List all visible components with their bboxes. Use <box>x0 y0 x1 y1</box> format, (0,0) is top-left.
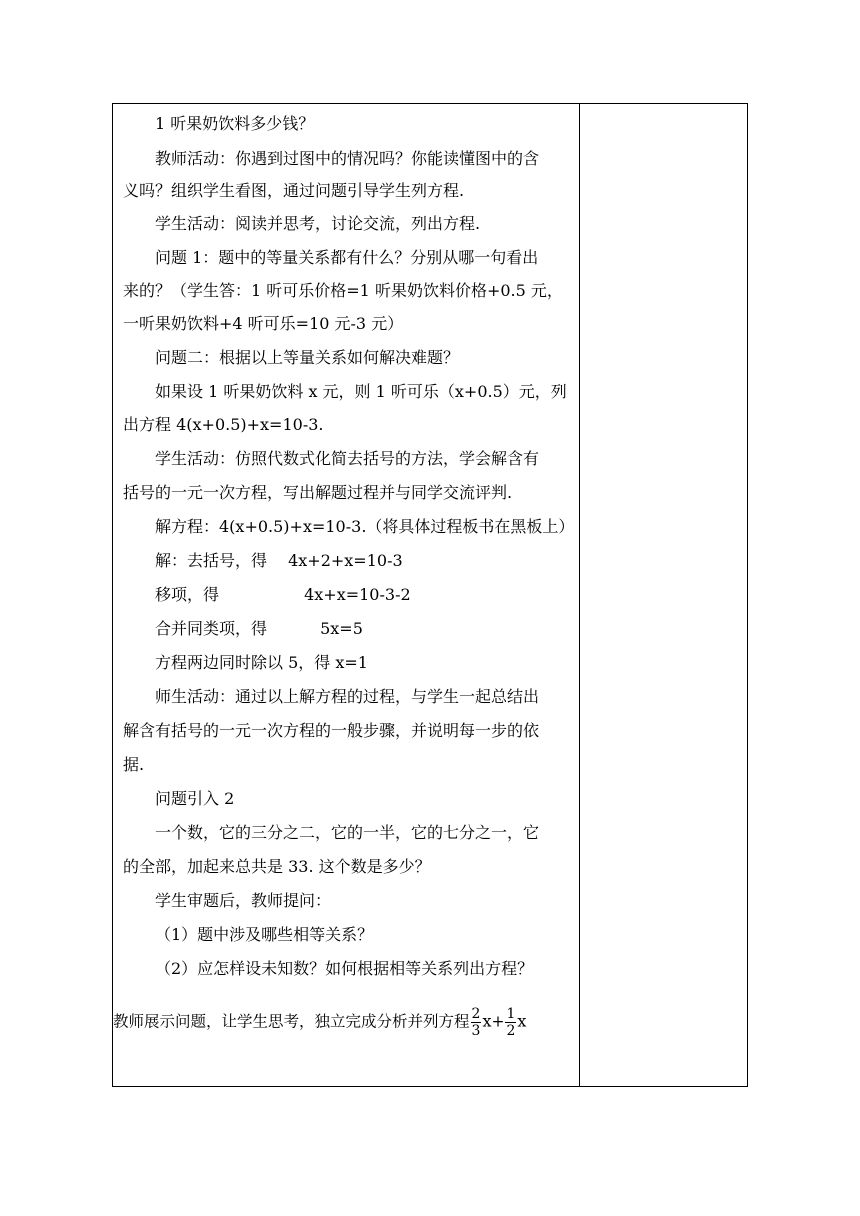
lesson-content-cell <box>113 104 579 1086</box>
fraction-denominator: 3 <box>471 1023 481 1039</box>
text-line: 一听果奶饮料+4 听可乐=10 元-3 元） <box>123 314 404 333</box>
text-line: 问题二：根据以上等量关系如何解决难题？ <box>155 348 460 367</box>
text-line: 合并同类项，得 5x=5 <box>155 619 363 638</box>
fraction-denominator: 2 <box>506 1023 516 1039</box>
text-line: 的全部，加起来总共是 33. 这个数是多少？ <box>123 857 431 876</box>
text-line: 解：去括号，得 4x+2+x=10-3 <box>155 551 403 570</box>
text-line: 1 听果奶饮料多少钱？ <box>155 114 315 133</box>
text-line: （1）题中涉及哪些相等关系？ <box>155 925 374 944</box>
text-line: 学生活动：阅读并思考，讨论交流，列出方程. <box>155 214 481 233</box>
equation-line-text: 教师展示问题，让学生思考，独立完成分析并列方程 <box>113 1012 470 1031</box>
text-line: 解方程：4(x+0.5)+x=10-3.（将具体过程板书在黑板上） <box>155 517 575 536</box>
text-line: 学生活动：仿照代数式化简去括号的方法，学会解含有 <box>155 449 540 468</box>
lesson-table <box>112 103 748 1087</box>
fraction-two-thirds <box>471 1006 482 1039</box>
fraction-one-half <box>505 1006 516 1039</box>
variable-x: x <box>517 1011 527 1031</box>
text-line: 学生审题后，教师提问： <box>155 891 332 910</box>
plus-sign: + <box>491 1012 505 1031</box>
text-line: 来的？（学生答：1 听可乐价格=1 听果奶饮料价格+0.5 元， <box>123 281 563 300</box>
notes-cell <box>580 104 747 1086</box>
fraction-numerator: 1 <box>506 1006 516 1022</box>
variable-x: x <box>482 1011 492 1031</box>
text-line: 出方程 4(x+0.5)+x=10-3. <box>123 415 324 434</box>
text-line: 移项，得 4x+x=10-3-2 <box>155 585 411 604</box>
text-line: 师生活动：通过以上解方程的过程，与学生一起总结出 <box>155 687 540 706</box>
text-line: 问题引入 2 <box>155 789 235 808</box>
text-line: （2）应怎样设未知数？如何根据相等关系列出方程？ <box>155 959 534 978</box>
text-line: 义吗？组织学生看图，通过问题引导学生列方程. <box>123 181 465 200</box>
text-line: 据. <box>123 755 145 774</box>
text-line: 方程两边同时除以 5，得 x=1 <box>155 653 368 672</box>
text-line: 问题 1：题中的等量关系都有什么？分别从哪一句看出 <box>155 248 539 267</box>
text-line: 一个数，它的三分之二，它的一半，它的七分之一，它 <box>155 823 540 842</box>
text-line: 教师活动：你遇到过图中的情况吗？你能读懂图中的含 <box>155 149 540 168</box>
text-line: 括号的一元一次方程，写出解题过程并与同学交流评判. <box>123 483 513 502</box>
text-line: 如果设 1 听果奶饮料 x 元，则 1 听可乐（x+0.5）元，列 <box>155 382 567 401</box>
equation-line <box>113 1006 526 1039</box>
fraction-numerator: 2 <box>471 1006 481 1022</box>
text-line: 解含有括号的一元一次方程的一般步骤，并说明每一步的依 <box>123 721 540 740</box>
